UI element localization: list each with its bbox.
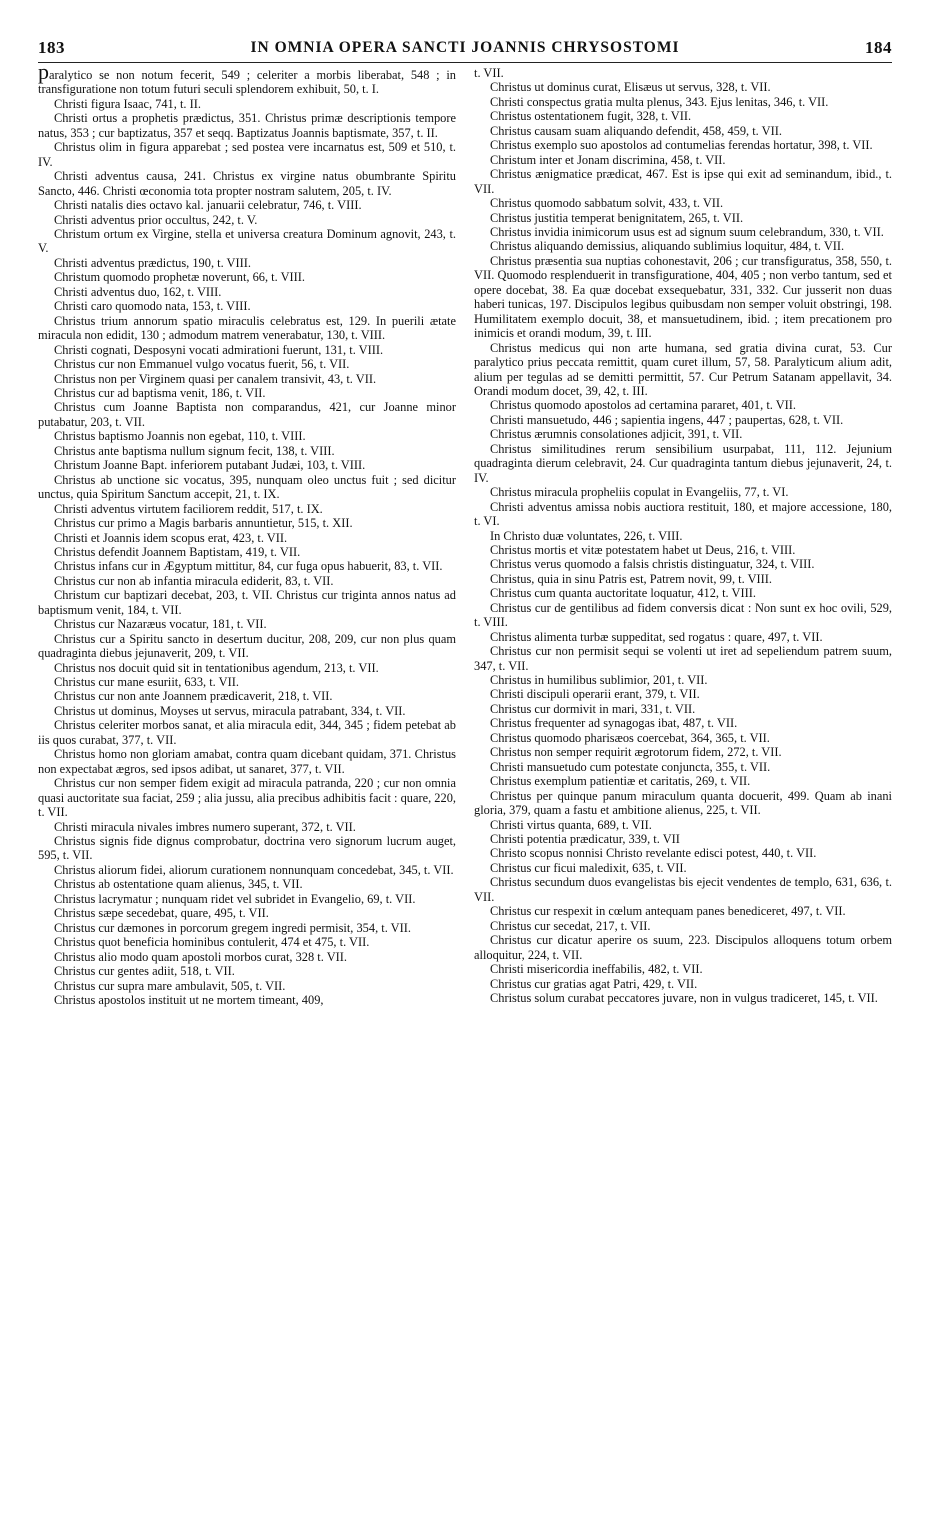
index-entry: Christi adventus virtutem faciliorem reddit, 517, t. IX. [54, 501, 323, 516]
index-entry: Christi ortus a prophetis prædictus, 351. Christus primæ descriptionis tempore natus, 353 ; cur baptizatus, 357 et seqq. Baptizatus Joannis baptismate, 357, t. II. [38, 111, 456, 140]
index-entry: Christi adventus amissa nobis auctiora restituit, 180, et majore accessione, 180, t. VI. [474, 499, 892, 529]
index-entry: Christi miracula nivales imbres numero superant, 372, t. VII. [54, 819, 356, 834]
index-entry: Christus trium annorum spatio miraculis celebratus est, 129. In puerili ætate miracula non edidit, 130 ; admodum matrem venerabatur, 130, t. VIII. [38, 313, 456, 343]
index-entry: Christus solum curabat peccatores juvare, non in vulgus tradiceret, 145, t. VII. [490, 991, 878, 1005]
index-entry: Christus alimenta turbæ suppeditat, sed rogatus : quare, 497, t. VII. [490, 629, 823, 644]
index-entry: Christus alio modo quam apostoli morbos curat, 328 t. VII. [54, 949, 347, 964]
page-number-right: 184 [865, 38, 892, 57]
index-entry: Christus ænigmatice prædicat, 467. Est is ipse qui exit ad seminandum, ibid., t. VII. [474, 167, 892, 196]
index-entry: Christus defendit Joannem Baptistam, 419, t. VII. [54, 544, 301, 559]
index-entry: Christus ante baptisma nullum signum fecit, 138, t. VIII. [54, 443, 335, 458]
index-entry: Christus cur a Spiritu sancto in desertum ducitur, 208, 209, cur non plus quam quadraginta diebus jejunaverit, 209, t. VII. [38, 631, 456, 661]
index-entry: Christi cognati, Desposyni vocati admirationi fuerunt, 131, t. VIII. [54, 342, 384, 357]
index-entry: Christus, quia in sinu Patris est, Patrem novit, 99, t. VIII. [490, 571, 772, 586]
index-entry: Christus cur Nazaræus vocatur, 181, t. VII. [54, 617, 267, 632]
index-entry: Christus cum quanta auctoritate loquatur, 412, t. VIII. [490, 586, 756, 601]
index-entry: Christus cur non semper fidem exigit ad miracula patranda, 220 ; cur non omnia quasi auctoritate sua faciat, 259 ; alia jussu, alia precibus adhibitis facit : quare, 220, t. VII. [38, 776, 456, 820]
index-entry: Christus cur non Emmanuel vulgo vocatus fuerit, 56, t. VII. [54, 357, 350, 372]
index-entry: Christus baptismo Joannis non egebat, 110, t. VIII. [54, 429, 306, 444]
index-entry: Christus cur dicatur aperire os suum, 223. Discipulos alloquens totum orbem alloquitur, 224, t. VII. [474, 933, 892, 962]
index-column-left [38, 59, 456, 1007]
index-entry: Christum cur baptizari decebat, 203, t. VII. Christus cur triginta annos natus ad baptismum venit, 184, t. VII. [38, 588, 456, 617]
index-entry: Christi potentia prædicatur, 339, t. VII [490, 832, 680, 847]
index-entry: Christi adventus prædictus, 190, t. VIII. [54, 255, 251, 270]
index-entry: Christus quomodo pharisæos coercebat, 364, 365, t. VII. [490, 730, 770, 745]
index-entry: Christus ab unctione sic vocatus, 395, nunquam oleo unctus fuit ; sed dicitur unctus, quia Spiritum Sanctum accepit, 21, t. IX. [38, 472, 456, 502]
index-entry: Christi mansuetudo, 446 ; sapientia ingens, 447 ; paupertas, 628, t. VII. [490, 412, 844, 427]
index-entry: Christus cur non permisit sequi se volenti ut iret ad sepeliendum patrem suum, 347, t. VII. [474, 644, 892, 673]
index-entry: Christus quomodo sabbatum solvit, 433, t. VII. [490, 196, 724, 211]
index-entry: Christi et Joannis idem scopus erat, 423, t. VII. [54, 530, 288, 545]
index-entry: Christi adventus prior occultus, 242, t. V. [54, 212, 258, 227]
page-number-left: 183 [38, 38, 65, 57]
index-entry: Christus in humilibus sublimior, 201, t. VII. [490, 673, 708, 688]
index-entry: Christi natalis dies octavo kal. januarii celebratur, 746, t. VIII. [54, 198, 362, 213]
index-entry: Christus mortis et vitæ potestatem habet ut Deus, 216, t. VIII. [490, 542, 796, 557]
index-entry: In Christo duæ voluntates, 226, t. VIII. [490, 528, 683, 543]
index-entry: Christus aliquando demissius, aliquando sublimius loquitur, 484, t. VII. [490, 239, 845, 254]
index-entry: Christus justitia temperat benignitatem, 265, t. VII. [490, 210, 744, 225]
index-entry: t. VII. [474, 66, 504, 80]
index-entry: Christi adventus duo, 162, t. VIII. [54, 284, 222, 299]
index-entry: Christus cur de gentilibus ad fidem conversis dicat : Non sunt ex hoc ovili, 529, t. VIII. [474, 600, 892, 630]
index-entry: Christus cum Joanne Baptista non comparandus, 421, cur Joanne minor putabatur, 203, t. VII. [38, 400, 456, 429]
index-entry: Christus ostentationem fugit, 328, t. VII. [490, 109, 692, 124]
index-entry: Christus cur non ante Joannem prædicaverit, 218, t. VII. [54, 689, 333, 704]
index-entry: Christi adventus causa, 241. Christus ex virgine natus obumbrante Spiritu Sancto, 446. Christi œconomia tota propter nostram salutem, 205, t. IV. [38, 169, 456, 198]
index-entry: Christus similitudines rerum sensibilium usurpabat, 111, 112. Jejunium quadraginta dierum celebravit, 24. Cur quadraginta tantum diebus jejunaverit, 24, t. IV. [474, 441, 892, 485]
index-entry: Christi figura Isaac, 741, t. II. [54, 96, 201, 111]
index-entry: Christus cur respexit in cœlum antequam panes benediceret, 497, t. VII. [490, 904, 846, 919]
index-entry: Christi caro quomodo nata, 153, t. VIII. [54, 299, 251, 314]
index-entry: Christus non per Virginem quasi per canalem transivit, 43, t. VII. [54, 371, 377, 386]
index-entry: Christus causam suam aliquando defendit, 458, 459, t. VII. [490, 123, 782, 138]
index-entry: Christum inter et Jonam discrimina, 458, t. VII. [490, 152, 726, 167]
index-entry: Christi misericordia ineffabilis, 482, t. VII. [490, 962, 703, 977]
index-entry: Christus aliorum fidei, aliorum curationem nonnunquam concedebat, 345, t. VII. [54, 862, 454, 877]
index-entry: Christus celeriter morbos sanat, et alia miracula edit, 344, 345 ; fidem petebat ab iis quos curabat, 377, t. VII. [38, 718, 456, 747]
index-entry: Christi discipuli operarii erant, 379, t. VII. [490, 687, 700, 702]
index-entry: Christus miracula propheliis copulat in Evangeliis, 77, t. VI. [490, 485, 789, 500]
index-entry: Christus ut dominus curat, Elisæus ut servus, 328, t. VII. [490, 80, 771, 95]
header-rule [38, 62, 892, 63]
index-entry: Christus exemplum patientiæ et caritatis, 269, t. VII. [490, 774, 751, 789]
index-entry: Christi conspectus gratia multa plenus, 343. Ejus lenitas, 346, t. VII. [490, 94, 829, 109]
index-entry: Christus invidia inimicorum usus est ad signum suum celebrandum, 330, t. VII. [490, 224, 884, 239]
index-entry: Christum quomodo prophetæ noverunt, 66, t. VIII. [54, 270, 306, 285]
index-entry: Christus ærumnis consolationes adjicit, 391, t. VII. [490, 427, 743, 442]
index-entry: Christus cur ficui maledixit, 635, t. VII. [490, 860, 687, 875]
index-entry: Christo scopus nonnisi Christo revelante edisci potest, 440, t. VII. [490, 846, 817, 861]
index-entry: Christus signis fide dignus comprobatur, doctrina vero signorum lucrum auget, 595, t. VII. [38, 834, 456, 863]
index-entry: Christus cur primo a Magis barbaris annuntietur, 515, t. XII. [54, 516, 353, 531]
index-entry: Christus cur non ab infantia miracula ediderit, 83, t. VII. [54, 573, 334, 588]
index-entry: Christus infans cur in Ægyptum mittitur, 84, cur fuga opus habuerit, 83, t. VII. [54, 559, 443, 574]
index-entry: paralytico se non notum fecerit, 549 ; celeriter a morbis liberabat, 548 ; in transfiguratione non totum futuri seculi splendorem exhibuit, 50, t. I. [38, 59, 456, 97]
index-entry: Christus per quinque panum miraculum quanta docuerit, 499. Quam ab inani gloria, 379, quam a fastu et ambitione alienus, 225, t. VII. [474, 788, 892, 818]
index-entry: Christus ab ostentatione quam alienus, 345, t. VII. [54, 877, 303, 892]
index-entry: Christus ut dominus, Moyses ut servus, miracula patrabant, 334, t. VII. [54, 703, 406, 718]
index-entry: Christus nos docuit quid sit in tentationibus agendum, 213, t. VII. [54, 660, 379, 675]
index-entry: Christus olim in figura apparebat ; sed postea vere incarnatus est, 509 et 510, t. IV. [38, 140, 456, 169]
index-entry: Christus præsentia sua nuptias cohonestavit, 206 ; cur transfiguratus, 358, 550, t. VII. Quomodo resplenduerit in transfiguratione, 404, 405 ; non verbo tantum, sed et opere docebat, 38. Ea quæ docebat exsequebatur, 331, 332. Cur jusserit non duas haberi tunicas, 197. Discipulos legibus quibusdam non semper voluit obstringi, 198. Humilitatem exemplo docuit, 38, et mansuetudinem, ibid. ; item precationem pro inimicis et orandi modum, 39, t. III. [474, 253, 892, 341]
index-entry: Christus verus quomodo a falsis christis distinguatur, 324, t. VIII. [490, 557, 815, 572]
index-entry: Christus cur supra mare ambulavit, 505, t. VII. [54, 978, 286, 993]
running-header [38, 38, 892, 60]
index-entry: Christus cur mane esuriit, 633, t. VII. [54, 675, 239, 690]
index-entry: Christus cur dæmones in porcorum gregem ingredi permisit, 354, t. VII. [54, 920, 411, 935]
index-entry: Christus medicus qui non arte humana, sed gratia divina curat, 53. Cur paralytico prius peccata remittit, quam curet illum, 57, 58. Paralyticum alium adit, alium per tegulas ad se demitti permittit, 57. Cur Petrum Satanam appellavit, 34. Orandi modum docet, 39, 42, t. III. [474, 340, 892, 398]
index-entry: Christus non semper requirit ægrotorum fidem, 272, t. VII. [490, 745, 782, 760]
index-entry: Christi mansuetudo cum potestate conjuncta, 355, t. VII. [490, 759, 771, 774]
index-column-right [474, 66, 892, 1005]
index-entry: Christus lacrymatur ; nunquam ridet vel subridet in Evangelio, 69, t. VII. [54, 891, 416, 906]
index-entry: Christus frequenter ad synagogas ibat, 487, t. VII. [490, 716, 738, 731]
index-entry: Christus sæpe secedebat, quare, 495, t. VII. [54, 906, 269, 921]
index-entry: Christus homo non gloriam amabat, contra quam dicebant quidam, 371. Christus non expectabat ægros, sed ipsos adibat, ut sanaret, 377, t. VII. [38, 747, 456, 776]
index-entry: Christus cur gratias agat Patri, 429, t. VII. [490, 976, 698, 991]
index-entry: Christus cur gentes adiit, 518, t. VII. [54, 964, 235, 979]
index-entry: Christus quot beneficia hominibus contulerit, 474 et 475, t. VII. [54, 935, 370, 950]
running-title: IN OMNIA OPERA SANCTI JOANNIS CHRYSOSTOMI [250, 39, 680, 56]
index-entry: Christus apostolos instituit ut ne mortem timeant, 409, [54, 993, 324, 1007]
index-entry: Christum ortum ex Virgine, stella et universa creatura Dominum agnovit, 243, t. V. [38, 226, 456, 256]
index-entry: Christus cur secedat, 217, t. VII. [490, 918, 651, 933]
index-entry: Christum Joanne Bapt. inferiorem putabant Judæi, 103, t. VIII. [54, 458, 366, 473]
index-entry: Christus quomodo apostolos ad certamina pararet, 401, t. VII. [490, 398, 797, 413]
index-entry: Christus secundum duos evangelistas bis ejecit vendentes de templo, 631, 636, t. VII. [474, 875, 892, 904]
index-entry: Christus exemplo suo apostolos ad contumelias ferendas hortatur, 398, t. VII. [490, 138, 873, 153]
index-entry: Christus cur ad baptisma venit, 186, t. VII. [54, 385, 266, 400]
index-entry: Christi virtus quanta, 689, t. VII. [490, 817, 652, 832]
index-entry: Christus cur dormivit in mari, 331, t. VII. [490, 701, 696, 716]
